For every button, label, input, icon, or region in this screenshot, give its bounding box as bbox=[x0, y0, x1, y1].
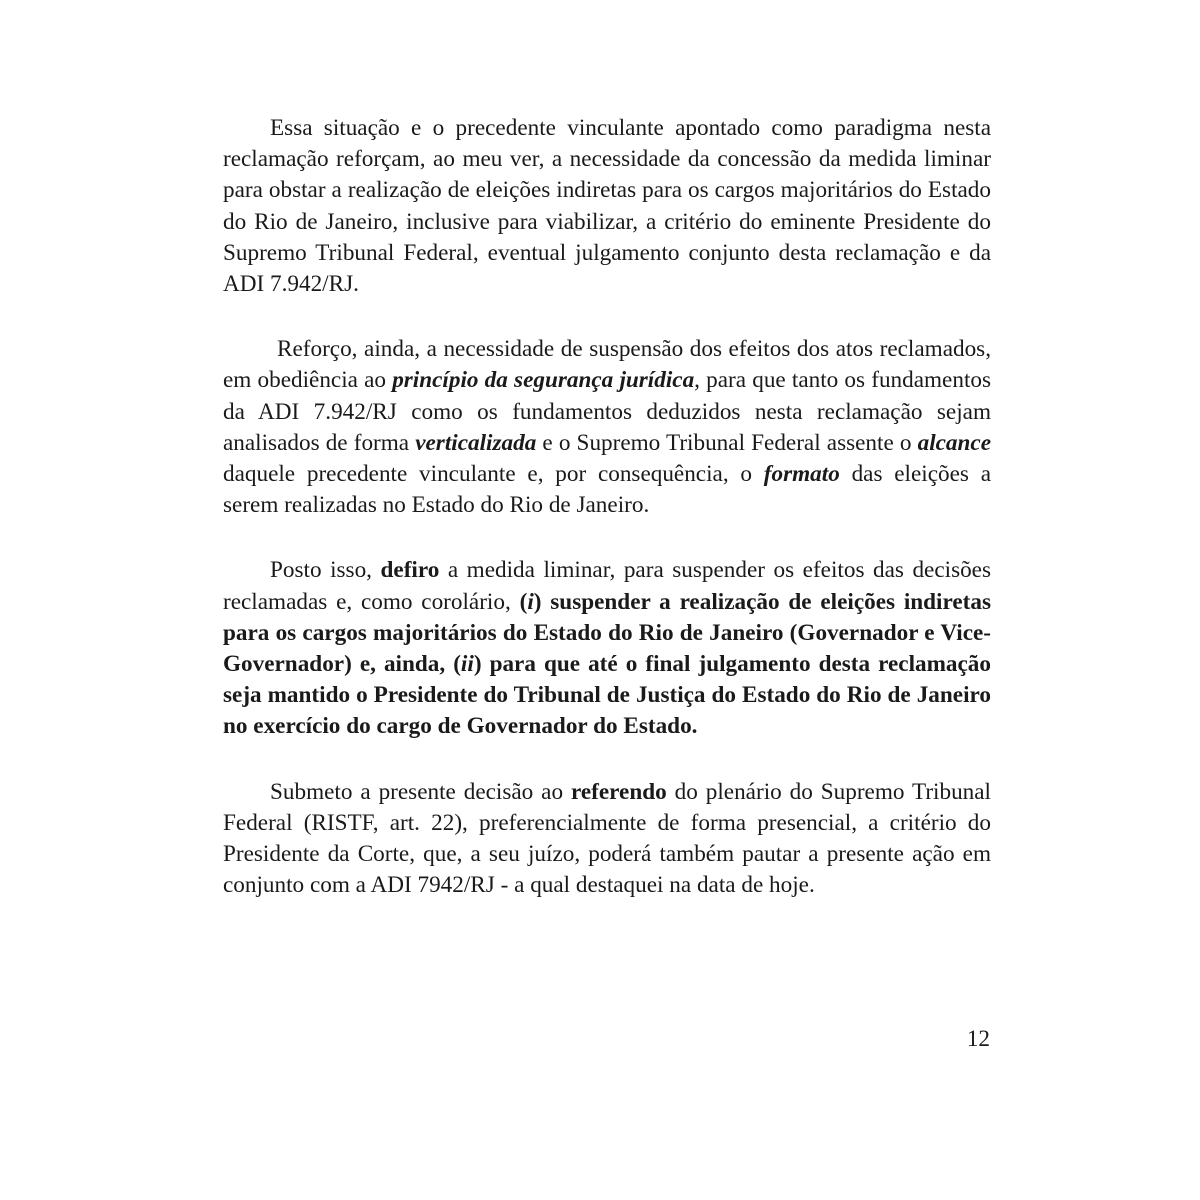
paragraph-4-text-2: do plenário do Supremo Tribunal Federal (RISTF, art. 22), preferencialmente de forma presencial, a critério do Presidente da Corte, que, a seu juízo, poderá também pautar a presente ação em conjunto com a ADI 7942/RJ - a qual destaquei na data de hoje. bbox=[223, 778, 992, 899]
bold-defiro: defiro bbox=[380, 557, 440, 584]
paragraph-2-text-2: , para que tanto os fundamentos da ADI 7.942/RJ como os fundamentos deduzidos nesta reclamação sejam analisados de forma bbox=[223, 367, 992, 456]
paragraph-2-text-3: e o Supremo Tribunal Federal assente o bbox=[536, 429, 918, 456]
paragraph-2-text-5: das eleições a serem realizadas no Estado do Rio de Janeiro. bbox=[223, 461, 991, 519]
page-number: 12 bbox=[966, 1026, 990, 1052]
emphasis-verticalizada: verticalizada bbox=[415, 429, 537, 456]
paragraph-2-text-4: daquele precedente vinculante e, por consequência, o bbox=[223, 461, 764, 488]
bold-ruling-part-1: ) suspender a realização de eleições indiretas para os cargos majoritários do Estado do Rio de Janeiro (Governador e Vice-Governador) e, ainda, ( bbox=[223, 588, 992, 678]
emphasis-seguranca-juridica: princípio da segurança jurídica bbox=[392, 367, 695, 394]
ruling-item-i: i bbox=[527, 588, 534, 615]
paragraph-1 bbox=[223, 113, 991, 300]
document-body bbox=[223, 113, 991, 935]
paragraph-4-text-1: Submeto a presente decisão ao bbox=[270, 778, 571, 805]
ruling-item-ii: ii bbox=[460, 651, 474, 678]
emphasis-alcance: alcance bbox=[917, 429, 991, 456]
emphasis-formato: formato bbox=[763, 461, 840, 488]
bold-referendo: referendo bbox=[571, 778, 667, 805]
paragraph-2-text-1: Reforço, ainda, a necessidade de suspensão dos efeitos dos atos reclamados, em obediência ao bbox=[223, 336, 991, 394]
bold-ruling-part-2: ) para que até o final julgamento desta reclamação seja mantido o Presidente do Tribunal de Justiça do Estado do Rio de Janeiro no exercício do cargo de Governador do Estado. bbox=[223, 651, 991, 740]
paragraph-3-text-1: Posto isso, bbox=[270, 557, 381, 584]
paragraph-1-text: Essa situação e o precedente vinculante apontado como paradigma nesta reclamação reforçam, ao meu ver, a necessidade da concessão da medida liminar para obstar a realização de eleições indiretas para os cargos majoritários do Estado do Rio de Janeiro, inclusive para viabilizar, a critério do eminente Presidente do Supremo Tribunal Federal, eventual julgamento conjunto desta reclamação e da ADI 7.942/RJ. bbox=[223, 115, 991, 298]
paragraph-3-text-2: a medida liminar, para suspender os efeitos das decisões reclamadas e, como corolário, bbox=[223, 557, 991, 615]
paragraph-2 bbox=[223, 334, 991, 521]
paragraph-4 bbox=[223, 777, 991, 902]
paragraph-3 bbox=[223, 555, 991, 742]
bold-ruling-open: ( bbox=[519, 588, 528, 615]
